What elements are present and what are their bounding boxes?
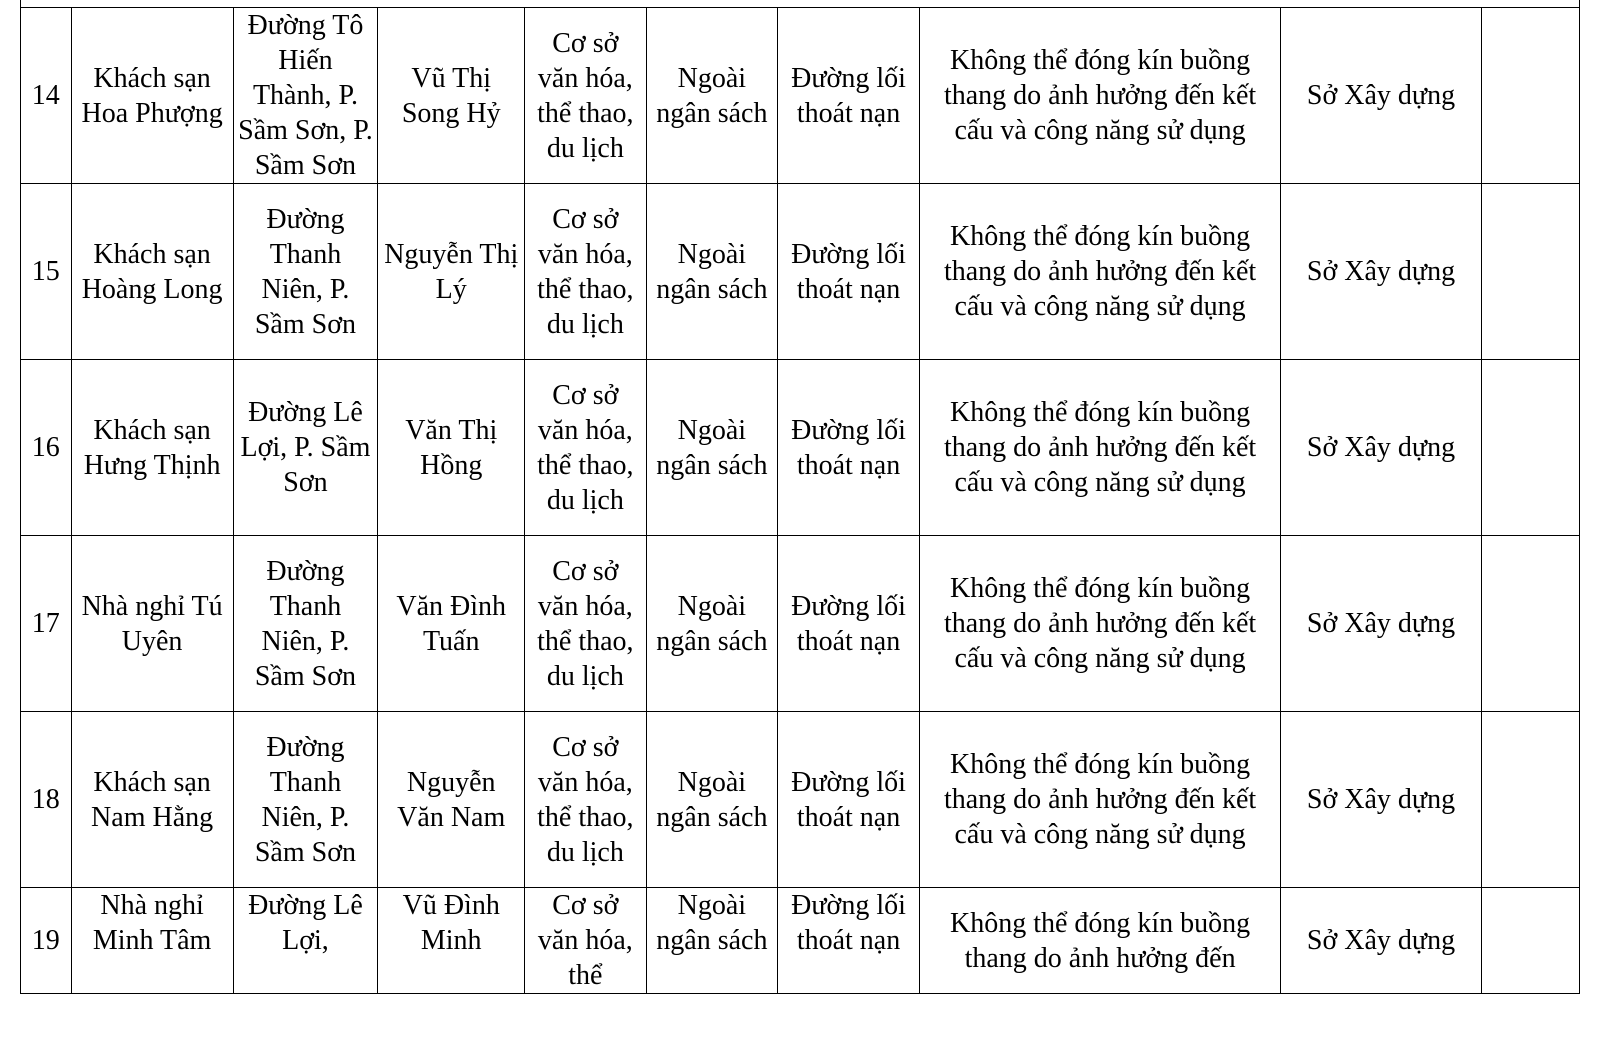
- cell-item: Đường lối thoát nạn: [778, 360, 920, 536]
- cell-owner: Văn Đình Tuấn: [378, 536, 525, 712]
- cell-type: Cơ sở văn hóa, thể thao, du lịch: [525, 360, 646, 536]
- table-row: [21, 8, 1580, 184]
- table-row: [21, 536, 1580, 712]
- cell-agency: Sở Xây dựng: [1281, 888, 1481, 994]
- cell-no: 19: [21, 888, 72, 994]
- cell-type: Cơ sở văn hóa, thể: [525, 888, 646, 994]
- cell-note: [1481, 184, 1579, 360]
- cell-type: Cơ sở văn hóa, thể thao, du lịch: [525, 184, 646, 360]
- cell-reason: Không thể đóng kín buồng thang do ảnh hưởng đến kết cấu và công năng sử dụng: [919, 536, 1280, 712]
- cell-agency: Sở Xây dựng: [1281, 184, 1481, 360]
- table-row: [21, 360, 1580, 536]
- cell-name: Khách sạn Hoa Phượng: [71, 8, 233, 184]
- cell-funding: Ngoài ngân sách: [646, 184, 778, 360]
- cell-address: Đường Lê Lợi,: [233, 888, 378, 994]
- cell-funding: Ngoài ngân sách: [646, 8, 778, 184]
- cell-reason: Không thể đóng kín buồng thang do ảnh hưởng đến kết cấu và công năng sử dụng: [919, 360, 1280, 536]
- cell-agency: Sở Xây dựng: [1281, 8, 1481, 184]
- cell-type: Cơ sở văn hóa, thể thao, du lịch: [525, 536, 646, 712]
- cell-owner: Vũ Đình Minh: [378, 888, 525, 994]
- cell-reason: Không thể đóng kín buồng thang do ảnh hưởng đến: [919, 888, 1280, 994]
- cell-type: Cơ sở văn hóa, thể thao, du lịch: [525, 8, 646, 184]
- cell-note: [1481, 888, 1579, 994]
- table-row: [21, 712, 1580, 888]
- cell-address: Đường Thanh Niên, P. Sầm Sơn: [233, 536, 378, 712]
- table-top-edge: [20, 0, 1580, 7]
- cell-note: [1481, 712, 1579, 888]
- cell-name: Khách sạn Hoàng Long: [71, 184, 233, 360]
- cell-funding: Ngoài ngân sách: [646, 888, 778, 994]
- cell-item: Đường lối thoát nạn: [778, 536, 920, 712]
- cell-name: Khách sạn Hưng Thịnh: [71, 360, 233, 536]
- cell-note: [1481, 536, 1579, 712]
- table-row: [21, 888, 1580, 994]
- cell-owner: Văn Thị Hồng: [378, 360, 525, 536]
- cell-owner: Vũ Thị Song Hỷ: [378, 8, 525, 184]
- cell-note: [1481, 360, 1579, 536]
- cell-no: 16: [21, 360, 72, 536]
- cell-item: Đường lối thoát nạn: [778, 8, 920, 184]
- cell-funding: Ngoài ngân sách: [646, 712, 778, 888]
- cell-agency: Sở Xây dựng: [1281, 712, 1481, 888]
- cell-agency: Sở Xây dựng: [1281, 536, 1481, 712]
- cell-no: 18: [21, 712, 72, 888]
- cell-address: Đường Thanh Niên, P. Sầm Sơn: [233, 712, 378, 888]
- cell-reason: Không thể đóng kín buồng thang do ảnh hưởng đến kết cấu và công năng sử dụng: [919, 184, 1280, 360]
- cell-item: Đường lối thoát nạn: [778, 712, 920, 888]
- cell-type: Cơ sở văn hóa, thể thao, du lịch: [525, 712, 646, 888]
- table-row: [21, 184, 1580, 360]
- cell-name: Nhà nghỉ Tú Uyên: [71, 536, 233, 712]
- cell-no: 15: [21, 184, 72, 360]
- cell-agency: Sở Xây dựng: [1281, 360, 1481, 536]
- cell-owner: Nguyễn Thị Lý: [378, 184, 525, 360]
- cell-address: Đường Tô Hiến Thành, P. Sầm Sơn, P. Sầm Sơn: [233, 8, 378, 184]
- cell-item: Đường lối thoát nạn: [778, 888, 920, 994]
- cell-owner: Nguyễn Văn Nam: [378, 712, 525, 888]
- cell-name: Khách sạn Nam Hằng: [71, 712, 233, 888]
- cell-note: [1481, 8, 1579, 184]
- cell-funding: Ngoài ngân sách: [646, 536, 778, 712]
- cell-reason: Không thể đóng kín buồng thang do ảnh hưởng đến kết cấu và công năng sử dụng: [919, 8, 1280, 184]
- facility-table: [20, 7, 1580, 994]
- cell-reason: Không thể đóng kín buồng thang do ảnh hưởng đến kết cấu và công năng sử dụng: [919, 712, 1280, 888]
- cell-funding: Ngoài ngân sách: [646, 360, 778, 536]
- cell-no: 17: [21, 536, 72, 712]
- cell-name: Nhà nghỉ Minh Tâm: [71, 888, 233, 994]
- cell-address: Đường Thanh Niên, P. Sầm Sơn: [233, 184, 378, 360]
- cell-no: 14: [21, 8, 72, 184]
- cell-item: Đường lối thoát nạn: [778, 184, 920, 360]
- cell-address: Đường Lê Lợi, P. Sầm Sơn: [233, 360, 378, 536]
